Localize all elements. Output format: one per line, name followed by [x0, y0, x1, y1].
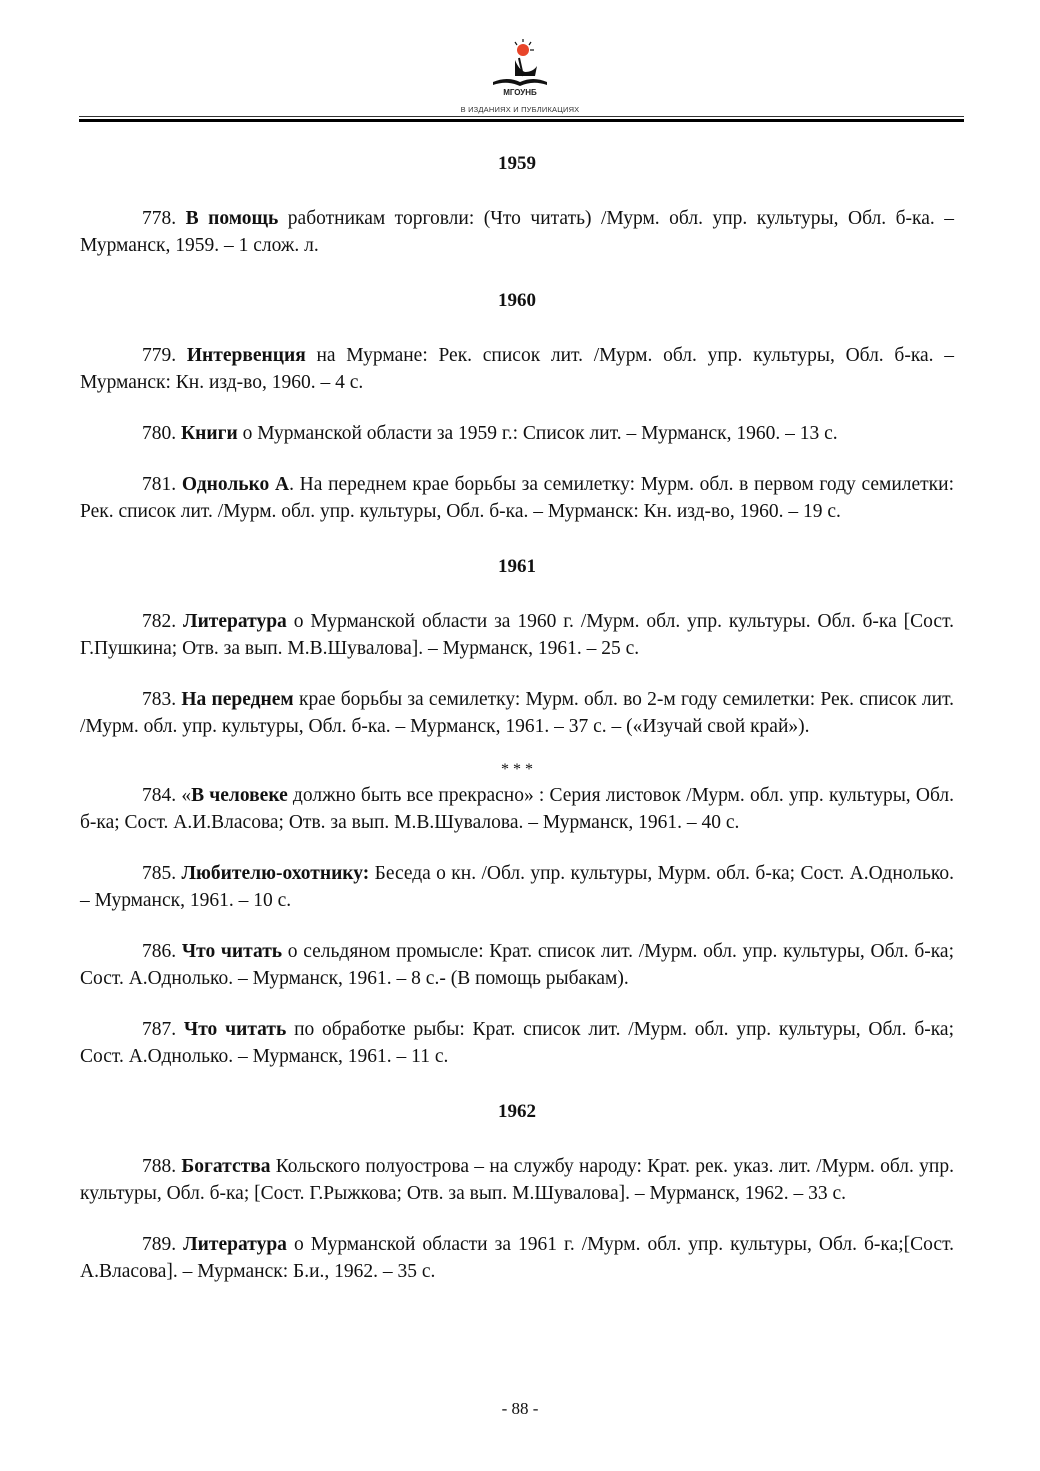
entry-number: 784. « [142, 785, 192, 806]
entry-text: на Мурмане: Рек. список лит. /Мурм. обл. упр. культуры, Обл. б-ка. – Мурманск: Кн. изд-во, 1960. – 4 с. [80, 345, 954, 393]
bibliography-entry [80, 860, 954, 914]
bibliography-entry [80, 1153, 954, 1207]
logo-name: МГОУНБ [503, 88, 537, 97]
entry-number: 789. [142, 1234, 177, 1255]
bibliography-entry [80, 420, 954, 447]
bibliography-entry [80, 471, 954, 525]
entry-text: о Мурманской области за 1959 г.: Список лит. – Мурманск, 1960. – 13 с. [237, 423, 838, 444]
entry-number: 785. [142, 863, 177, 884]
entry-title: Литература [183, 1234, 287, 1255]
entry-text: о сельдяном промысле: Крат. список лит. /Мурм. обл. упр. культуры, Обл. б-ка; Сост. А.Однолько. – Мурманск, 1961. – 8 с.- (В помощь рыбакам). [80, 941, 954, 989]
document-body [80, 150, 954, 1285]
entry-text: по обработке рыбы: Крат. список лит. /Мурм. обл. упр. культуры, Обл. б-ка; Сост. А.Однолько. – Мурманск, 1961. – 11 с. [80, 1019, 954, 1067]
year-heading: 1959 [498, 153, 536, 174]
entry-number: 786. [142, 941, 177, 962]
entry-text: должно быть все прекрасно» : Серия листовок /Мурм. обл. упр. культуры, Обл. б-ка; Сост. А.И.Власова; Отв. за вып. М.В.Шувалова. – Мурманск, 1961. – 40 с. [80, 785, 954, 833]
bibliography-entry [80, 205, 954, 259]
entry-text: о Мурманской области за 1961 г. /Мурм. обл. упр. культуры, Обл. б-ка;[Сост. А.Власова]. – Мурманск: Б.и., 1962. – 35 с. [80, 1234, 955, 1282]
entry-title: В человеке [191, 785, 288, 806]
entry-text: Беседа о кн. /Обл. упр. культуры, Мурм. обл. б-ка; Сост. А.Однолько. – Мурманск, 1961. – 10 с. [80, 863, 955, 911]
library-logo-icon [485, 36, 555, 96]
entry-title: Богатства [181, 1156, 271, 1177]
entry-title: Однолько А [181, 474, 290, 495]
entry-title: Что читать [183, 1019, 287, 1040]
year-heading: 1961 [498, 556, 536, 577]
entry-number: 779. [142, 345, 177, 366]
entry-title: Книги [181, 423, 238, 444]
entry-text: работникам торговли: (Что читать) /Мурм. обл. упр. культуры, Обл. б-ка. – Мурманск, 1959. – 1 слож. л. [80, 208, 954, 256]
entry-title: Интервенция [186, 345, 306, 366]
entry-number: 782. [142, 611, 177, 632]
bibliography-entry [80, 1016, 954, 1070]
entry-title: На переднем [181, 689, 294, 710]
page-header [0, 0, 1040, 125]
header-divider [79, 116, 964, 122]
bibliography-entry [80, 782, 954, 836]
entry-number: 778. [142, 208, 177, 229]
entry-number: 788. [142, 1156, 177, 1177]
entry-number: 787. [142, 1019, 177, 1040]
entry-text: Кольского полуострова – на службу народу: Крат. рек. указ. лит. /Мурм. обл. упр. культуры, Обл. б-ка; [Сост. Г.Рыжкова; Отв. за вып. М.Шувалова]. – Мурманск, 1962. – 33 с. [80, 1156, 954, 1204]
entry-number: 781. [142, 474, 177, 495]
entry-text: . На переднем крае борьбы за семилетку: Мурм. обл. в первом году семилетки: Рек. список лит. /Мурм. обл. упр. культуры, Обл. б-ка. – Мурманск: Кн. изд-во, 1960. – 19 с. [80, 474, 955, 522]
bibliography-entry [80, 1231, 954, 1285]
year-heading: 1962 [498, 1101, 536, 1122]
bibliography-entry [80, 938, 954, 992]
entry-title: Любителю-охотнику: [181, 863, 370, 884]
entry-title: В помощь [185, 208, 279, 229]
bibliography-entry [80, 608, 954, 662]
entry-title: Что читать [181, 941, 283, 962]
bibliography-entry [80, 686, 954, 740]
year-heading: 1960 [498, 290, 536, 311]
entry-number: 783. [142, 689, 177, 710]
bibliography-entry [80, 342, 954, 396]
entry-number: 780. [142, 423, 177, 444]
entry-text: крае борьбы за семилетку: Мурм. обл. во 2-м году семилетки: Рек. список лит. /Мурм. обл. упр. культуры, Обл. б-ка. – Мурманск, 1961. – 37 с. – («Изучай свой край»). [80, 689, 954, 737]
entry-text: о Мурманской области за 1960 г. /Мурм. обл. упр. культуры. Обл. б-ка [Сост. Г.Пушкина; Отв. за вып. М.В.Шувалова]. – Мурманск, 1961. – 25 с. [80, 611, 954, 659]
header-subtitle: В ИЗДАНИЯХ И ПУБЛИКАЦИЯХ [460, 105, 580, 114]
section-separator: * * * [501, 761, 533, 778]
page-number: - 88 - [501, 1399, 539, 1418]
entry-title: Литература [183, 611, 287, 632]
